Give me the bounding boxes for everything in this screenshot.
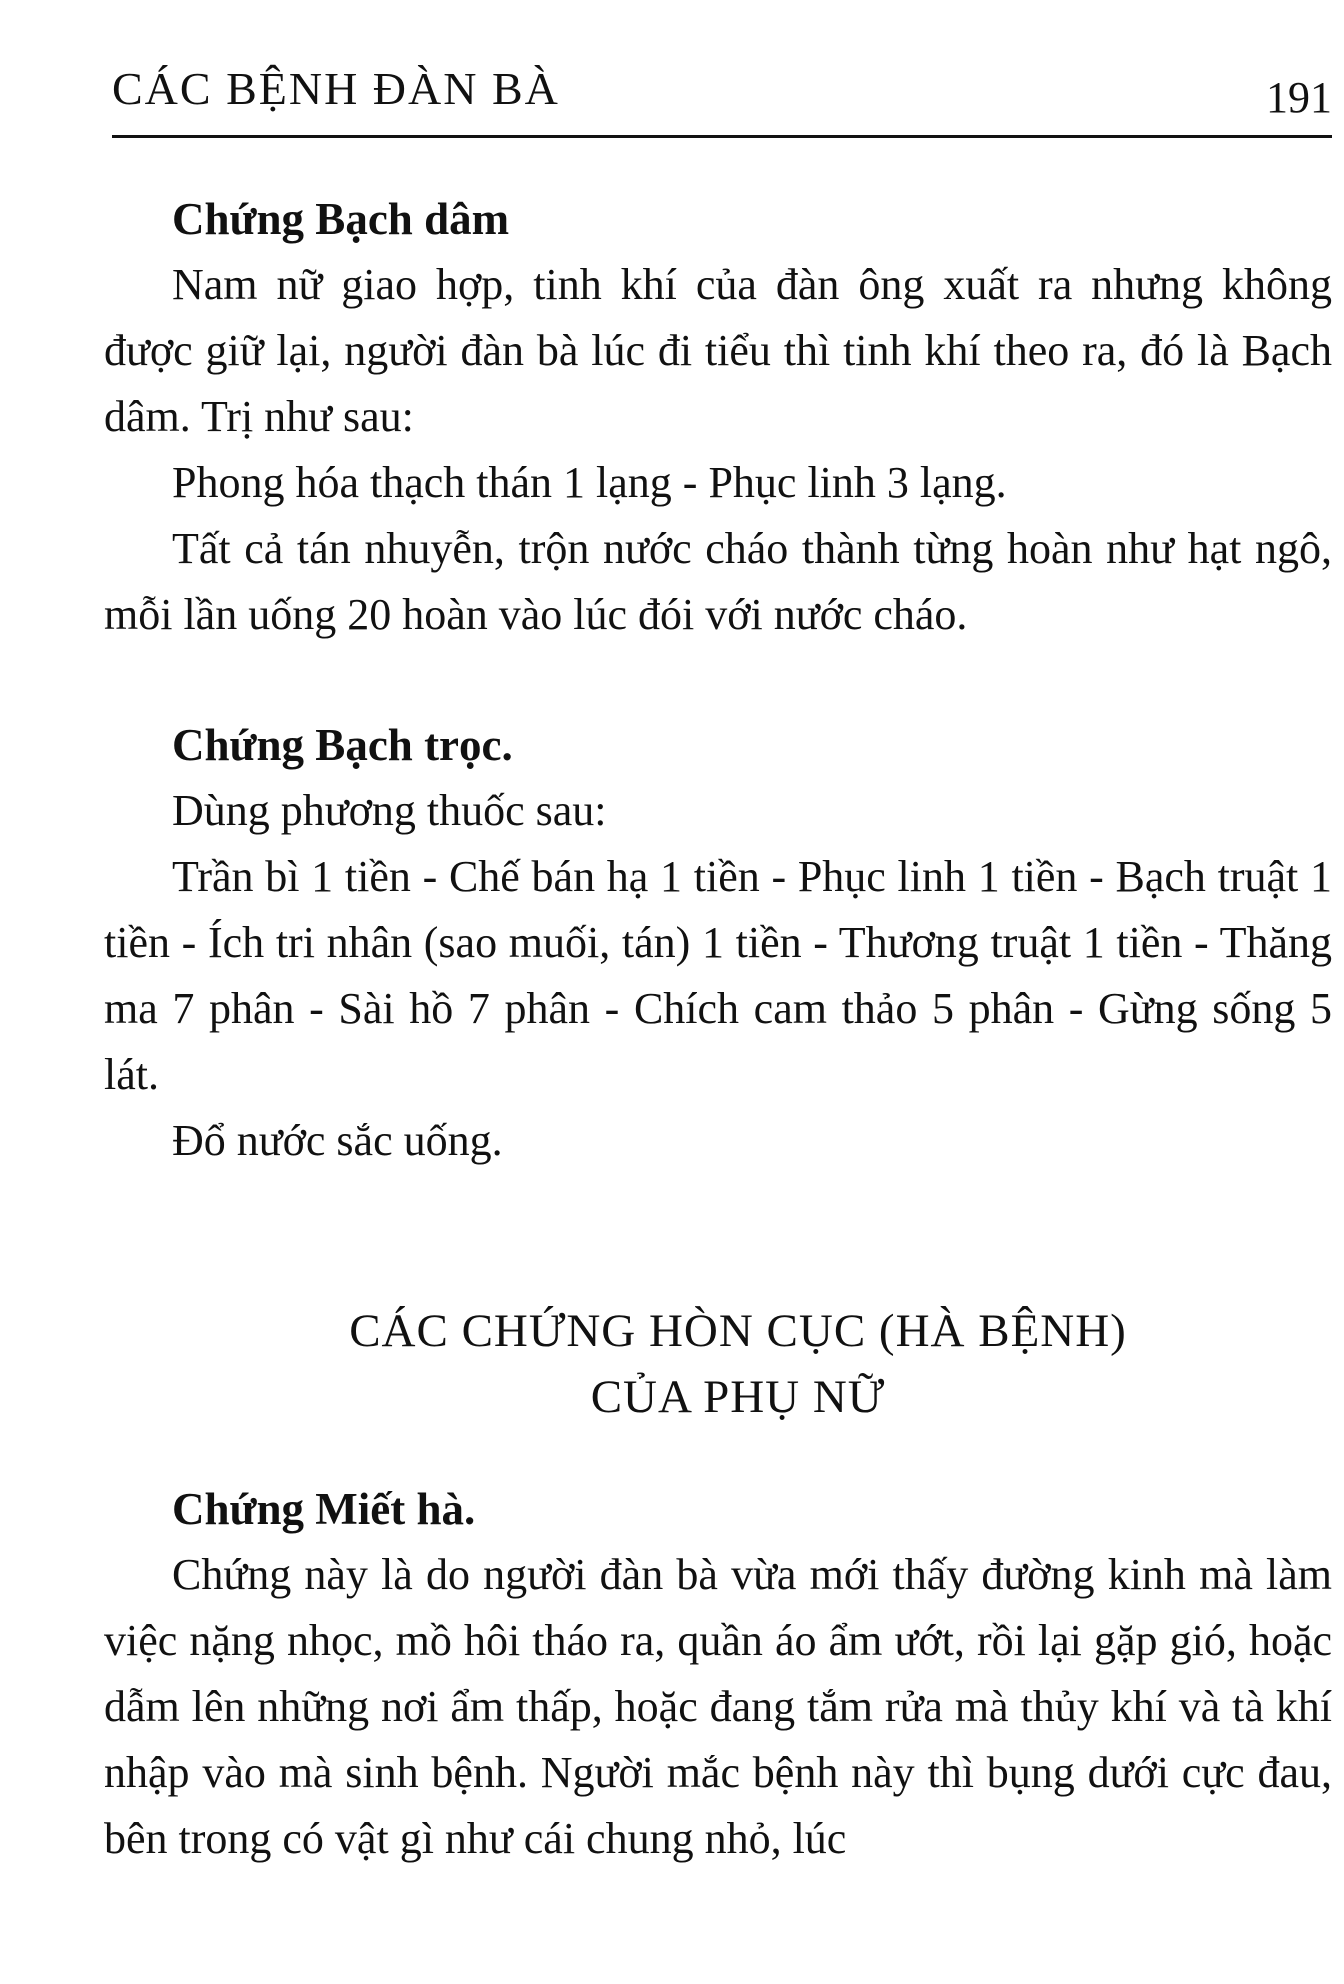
- paragraph: Đổ nước sắc uống.: [172, 1116, 503, 1165]
- chapter-title: [104, 1298, 1332, 1430]
- running-title: CÁC BỆNH ĐÀN BÀ: [112, 63, 560, 114]
- section-heading: Chứng Miết hà.: [172, 1484, 476, 1534]
- paragraph: Dùng phương thuốc sau:: [172, 786, 607, 835]
- section-heading: Chứng Bạch dâm: [172, 194, 510, 244]
- paragraph: Chứng này là do người đàn bà vừa mới thấy đường kinh mà làm việc nặng nhọc, mồ hôi tháo ra, quần áo ẩm ướt, rồi lại gặp gió, hoặc dẫm lên những nơi ẩm thấp, hoặc đang tắm rửa mà thủy khí và tà khí nhập vào mà sinh bệnh. Người mắc bệnh này thì bụng dưới cực đau, bên trong có vật gì như cái chung nhỏ, lúc: [104, 1550, 1332, 1863]
- section-bach-troc: [104, 712, 1332, 1174]
- paragraph: Trần bì 1 tiền - Chế bán hạ 1 tiền - Phục linh 1 tiền - Bạch truật 1 tiền - Ích tri nhân (sao muối, tán) 1 tiền - Thương truật 1 tiền - Thăng ma 7 phân - Sài hồ 7 phân - Chích cam thảo 5 phân - Gừng sống 5 lát.: [104, 852, 1332, 1099]
- header-rule: [112, 135, 1332, 138]
- paragraph: Phong hóa thạch thán 1 lạng - Phục linh 3 lạng.: [172, 458, 1007, 507]
- page-header: [112, 62, 1332, 122]
- page-number: 191: [1266, 73, 1332, 122]
- page-body: [104, 186, 1332, 1872]
- spacer: [104, 1430, 1332, 1476]
- section-miet-ha: [104, 1476, 1332, 1872]
- chapter-title-line: CÁC CHỨNG HÒN CỤC (HÀ BỆNH): [349, 1305, 1127, 1357]
- section-bach-dam: [104, 186, 1332, 648]
- paragraph: Nam nữ giao hợp, tinh khí của đàn ông xuất ra nhưng không được giữ lại, người đàn bà lúc đi tiểu thì tinh khí theo ra, đó là Bạch dâm. Trị như sau:: [104, 260, 1332, 441]
- chapter-title-line: CỦA PHỤ NỮ: [590, 1371, 886, 1423]
- spacer: [104, 648, 1332, 712]
- paragraph: Tất cả tán nhuyễn, trộn nước cháo thành từng hoàn như hạt ngô, mỗi lần uống 20 hoàn vào lúc đói với nước cháo.: [104, 524, 1332, 639]
- section-heading: Chứng Bạch trọc.: [172, 720, 513, 770]
- spacer: [104, 1174, 1332, 1298]
